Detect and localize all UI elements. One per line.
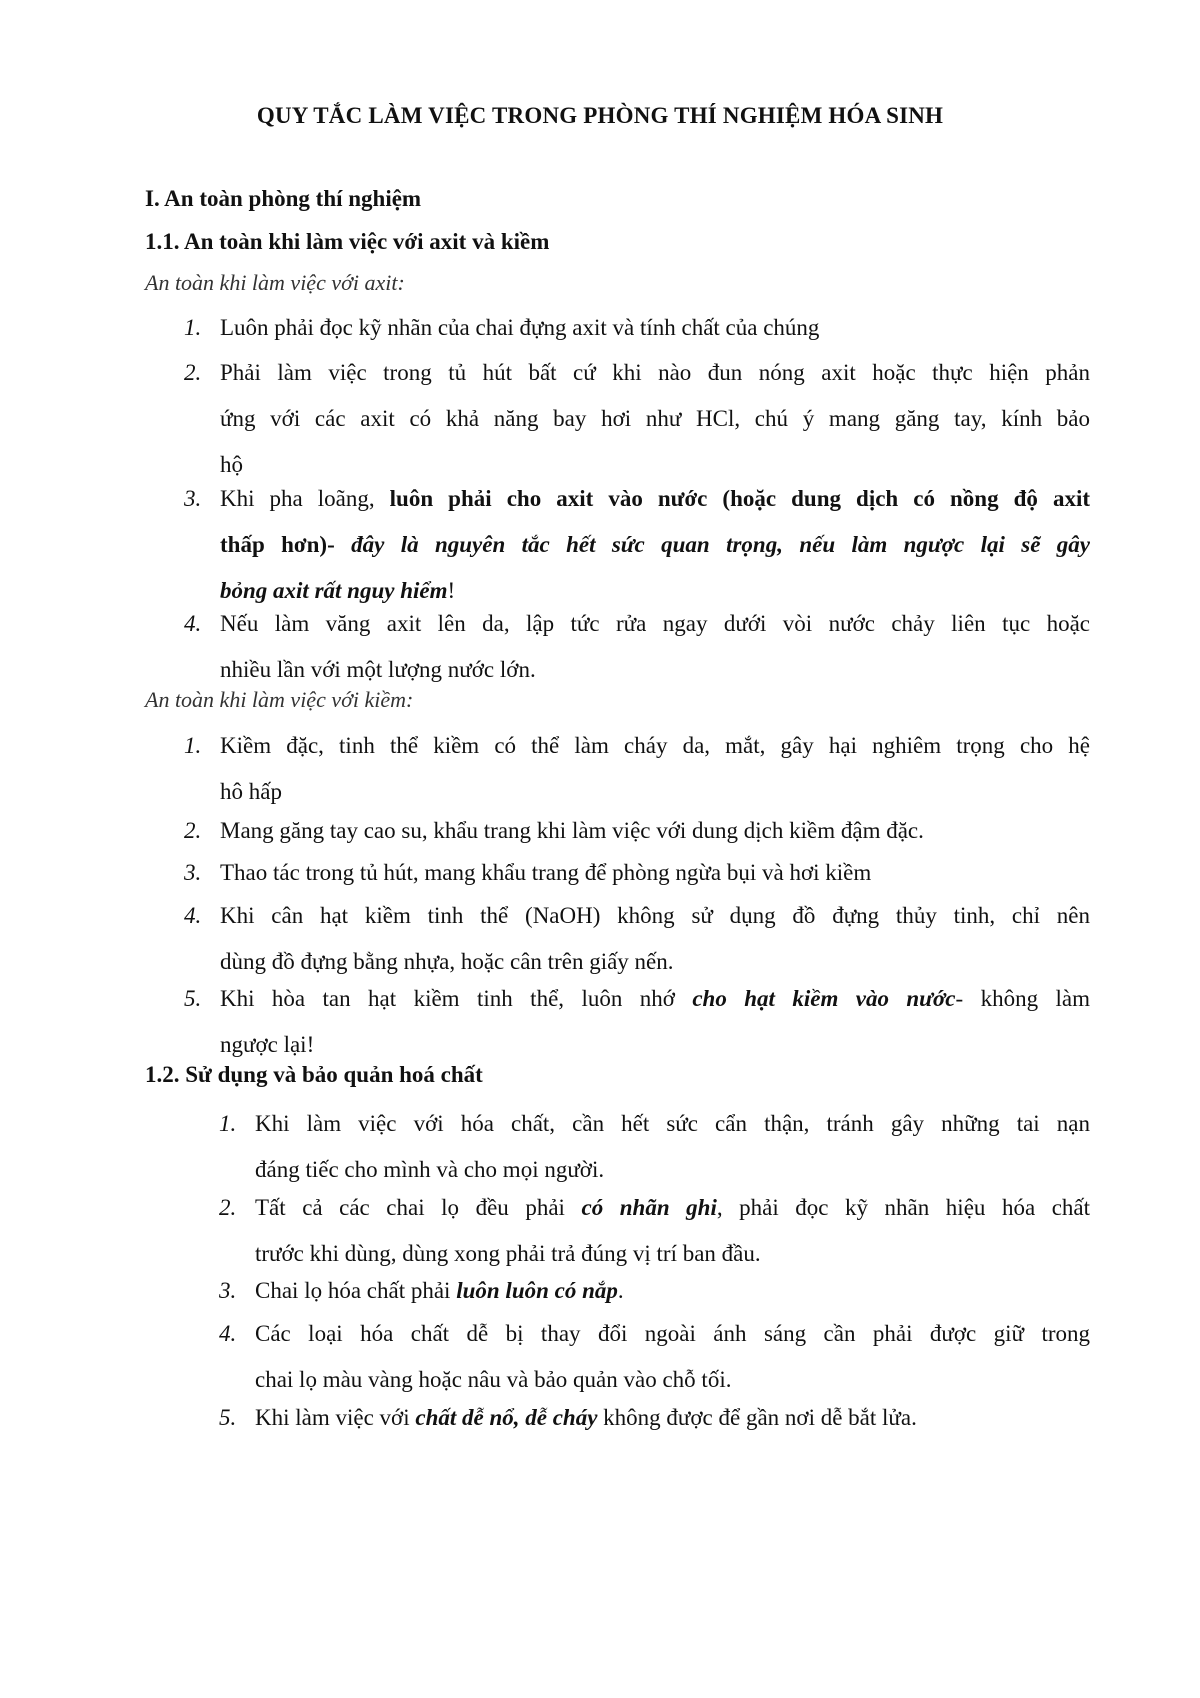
chem-list-item-3 <box>219 1268 1090 1314</box>
emphasis-bold-italic: luôn luôn có nắp <box>456 1278 618 1303</box>
list-text: Khi hòa tan hạt kiềm tinh thể, luôn nhớ <box>220 986 693 1011</box>
list-number: 4. <box>184 611 202 636</box>
list-text: không được để gần nơi dễ bắt lửa. <box>597 1405 917 1430</box>
list-text-line-2: ứng với các axit có khả năng bay hơi như HCl, chú ý mang găng tay, kính bảo <box>220 406 1090 431</box>
emphasis-bold-italic: bỏng axit rất nguy hiểm <box>220 578 448 603</box>
emphasis-bold-italic: đây là nguyên tắc hết sức quan trọng, nếu làm ngược lại sẽ gây <box>351 532 1091 557</box>
acid-list-item-2 <box>184 350 1090 488</box>
list-number: 3. <box>184 860 202 885</box>
list-text-line-2 <box>220 522 1090 568</box>
list-text-line-2: đáng tiếc cho mình và cho mọi người. <box>255 1157 605 1182</box>
list-text: Chai lọ hóa chất phải <box>255 1278 457 1303</box>
chem-list-item-2 <box>219 1185 1091 1277</box>
acid-list-item-1 <box>184 305 1090 351</box>
list-number: 4. <box>219 1321 237 1346</box>
base-list-item-1 <box>184 723 1090 815</box>
list-text-line-1: Khi làm việc với hóa chất, cần hết sức cẩn thận, tránh gây những tai nạn <box>255 1111 1090 1136</box>
base-list-item-5 <box>184 976 1090 1068</box>
list-text-line-1 <box>220 976 1090 1022</box>
acid-subtitle: An toàn khi làm việc với axit: <box>145 270 405 295</box>
emphasis-bold-italic: có nhãn ghi <box>581 1195 717 1220</box>
list-number: 1. <box>184 733 202 758</box>
list-number: 1. <box>219 1111 237 1136</box>
page-title: QUY TẮC LÀM VIỆC TRONG PHÒNG THÍ NGHIỆM HÓA SINH <box>256 103 944 128</box>
list-text-line-1: Khi cân hạt kiềm tinh thể (NaOH) không sử dụng đồ đựng thủy tinh, chỉ nên <box>220 903 1090 928</box>
list-text: Luôn phải đọc kỹ nhãn của chai đựng axit và tính chất của chúng <box>220 315 820 340</box>
list-text: . <box>617 1278 624 1303</box>
list-text: ! <box>447 578 456 603</box>
list-text-line-1: Kiềm đặc, tinh thể kiềm có thể làm cháy da, mắt, gây hại nghiêm trọng cho hệ <box>220 733 1090 758</box>
base-list-item-2 <box>184 808 1090 854</box>
list-text-line-2: trước khi dùng, dùng xong phải trả đúng vị trí ban đầu. <box>255 1241 761 1266</box>
list-text: Mang găng tay cao su, khẩu trang khi làm việc với dung dịch kiềm đậm đặc. <box>220 818 924 843</box>
emphasis-bold: thấp hơn)- <box>220 532 352 557</box>
base-list-item-3 <box>184 850 1090 896</box>
emphasis-bold-italic: chất dễ nổ, dễ cháy <box>415 1405 598 1430</box>
list-text-line-2: ngược lại! <box>220 1032 315 1057</box>
base-list-item-4 <box>184 893 1090 985</box>
list-text-line-3: hộ <box>220 452 243 477</box>
section-heading-1: I. An toàn phòng thí nghiệm <box>145 186 422 211</box>
list-text: Khi pha loãng, <box>220 486 390 511</box>
list-text: Khi làm việc với <box>255 1405 416 1430</box>
acid-list-item-4 <box>184 601 1090 693</box>
list-number: 2. <box>184 360 202 385</box>
list-text-line-1: Các loại hóa chất dễ bị thay đổi ngoài ánh sáng cần phải được giữ trong <box>255 1321 1090 1346</box>
chem-list-item-5 <box>219 1395 1090 1441</box>
list-text: Thao tác trong tủ hút, mang khẩu trang để phòng ngừa bụi và hơi kiềm <box>220 860 872 885</box>
base-subtitle: An toàn khi làm việc với kiềm: <box>145 687 414 712</box>
list-text-line-2: hô hấp <box>220 779 282 804</box>
list-text-line-1: Phải làm việc trong tủ hút bất cứ khi nào đun nóng axit hoặc thực hiện phản <box>220 360 1090 385</box>
list-text-line-1 <box>255 1185 1090 1231</box>
acid-list-item-3 <box>184 476 1091 614</box>
list-number: 3. <box>184 486 202 511</box>
list-number: 4. <box>184 903 202 928</box>
list-text-line-2: chai lọ màu vàng hoặc nâu và bảo quản vào chỗ tối. <box>255 1367 732 1392</box>
chem-list-item-1 <box>219 1101 1090 1193</box>
list-number: 1. <box>184 315 202 340</box>
chem-list-item-4 <box>219 1311 1090 1403</box>
list-number: 2. <box>184 818 202 843</box>
section-heading-1-2: 1.2. Sử dụng và bảo quản hoá chất <box>145 1062 483 1087</box>
list-number: 5. <box>219 1405 237 1430</box>
list-text: , phải đọc kỹ nhãn hiệu hóa chất <box>716 1195 1091 1220</box>
emphasis-bold: luôn phải cho axit vào nước (hoặc dung dịch có nồng độ axit <box>389 486 1090 511</box>
list-number: 2. <box>219 1195 237 1220</box>
list-text-line-2: dùng đồ đựng bằng nhựa, hoặc cân trên giấy nến. <box>220 949 674 974</box>
list-text-line-1 <box>220 476 1090 522</box>
list-text: Tất cả các chai lọ đều phải <box>255 1195 582 1220</box>
list-text-line-2: nhiều lần với một lượng nước lớn. <box>220 657 536 682</box>
section-heading-1-1: 1.1. An toàn khi làm việc với axit và kiềm <box>145 229 550 254</box>
emphasis-bold-italic: cho hạt kiềm vào nước <box>692 986 956 1011</box>
list-text: - không làm <box>955 986 1090 1011</box>
list-number: 5. <box>184 986 202 1011</box>
list-number: 3. <box>219 1278 237 1303</box>
list-text-line-1: Nếu làm văng axit lên da, lập tức rửa ngay dưới vòi nước chảy liên tục hoặc <box>220 611 1090 636</box>
